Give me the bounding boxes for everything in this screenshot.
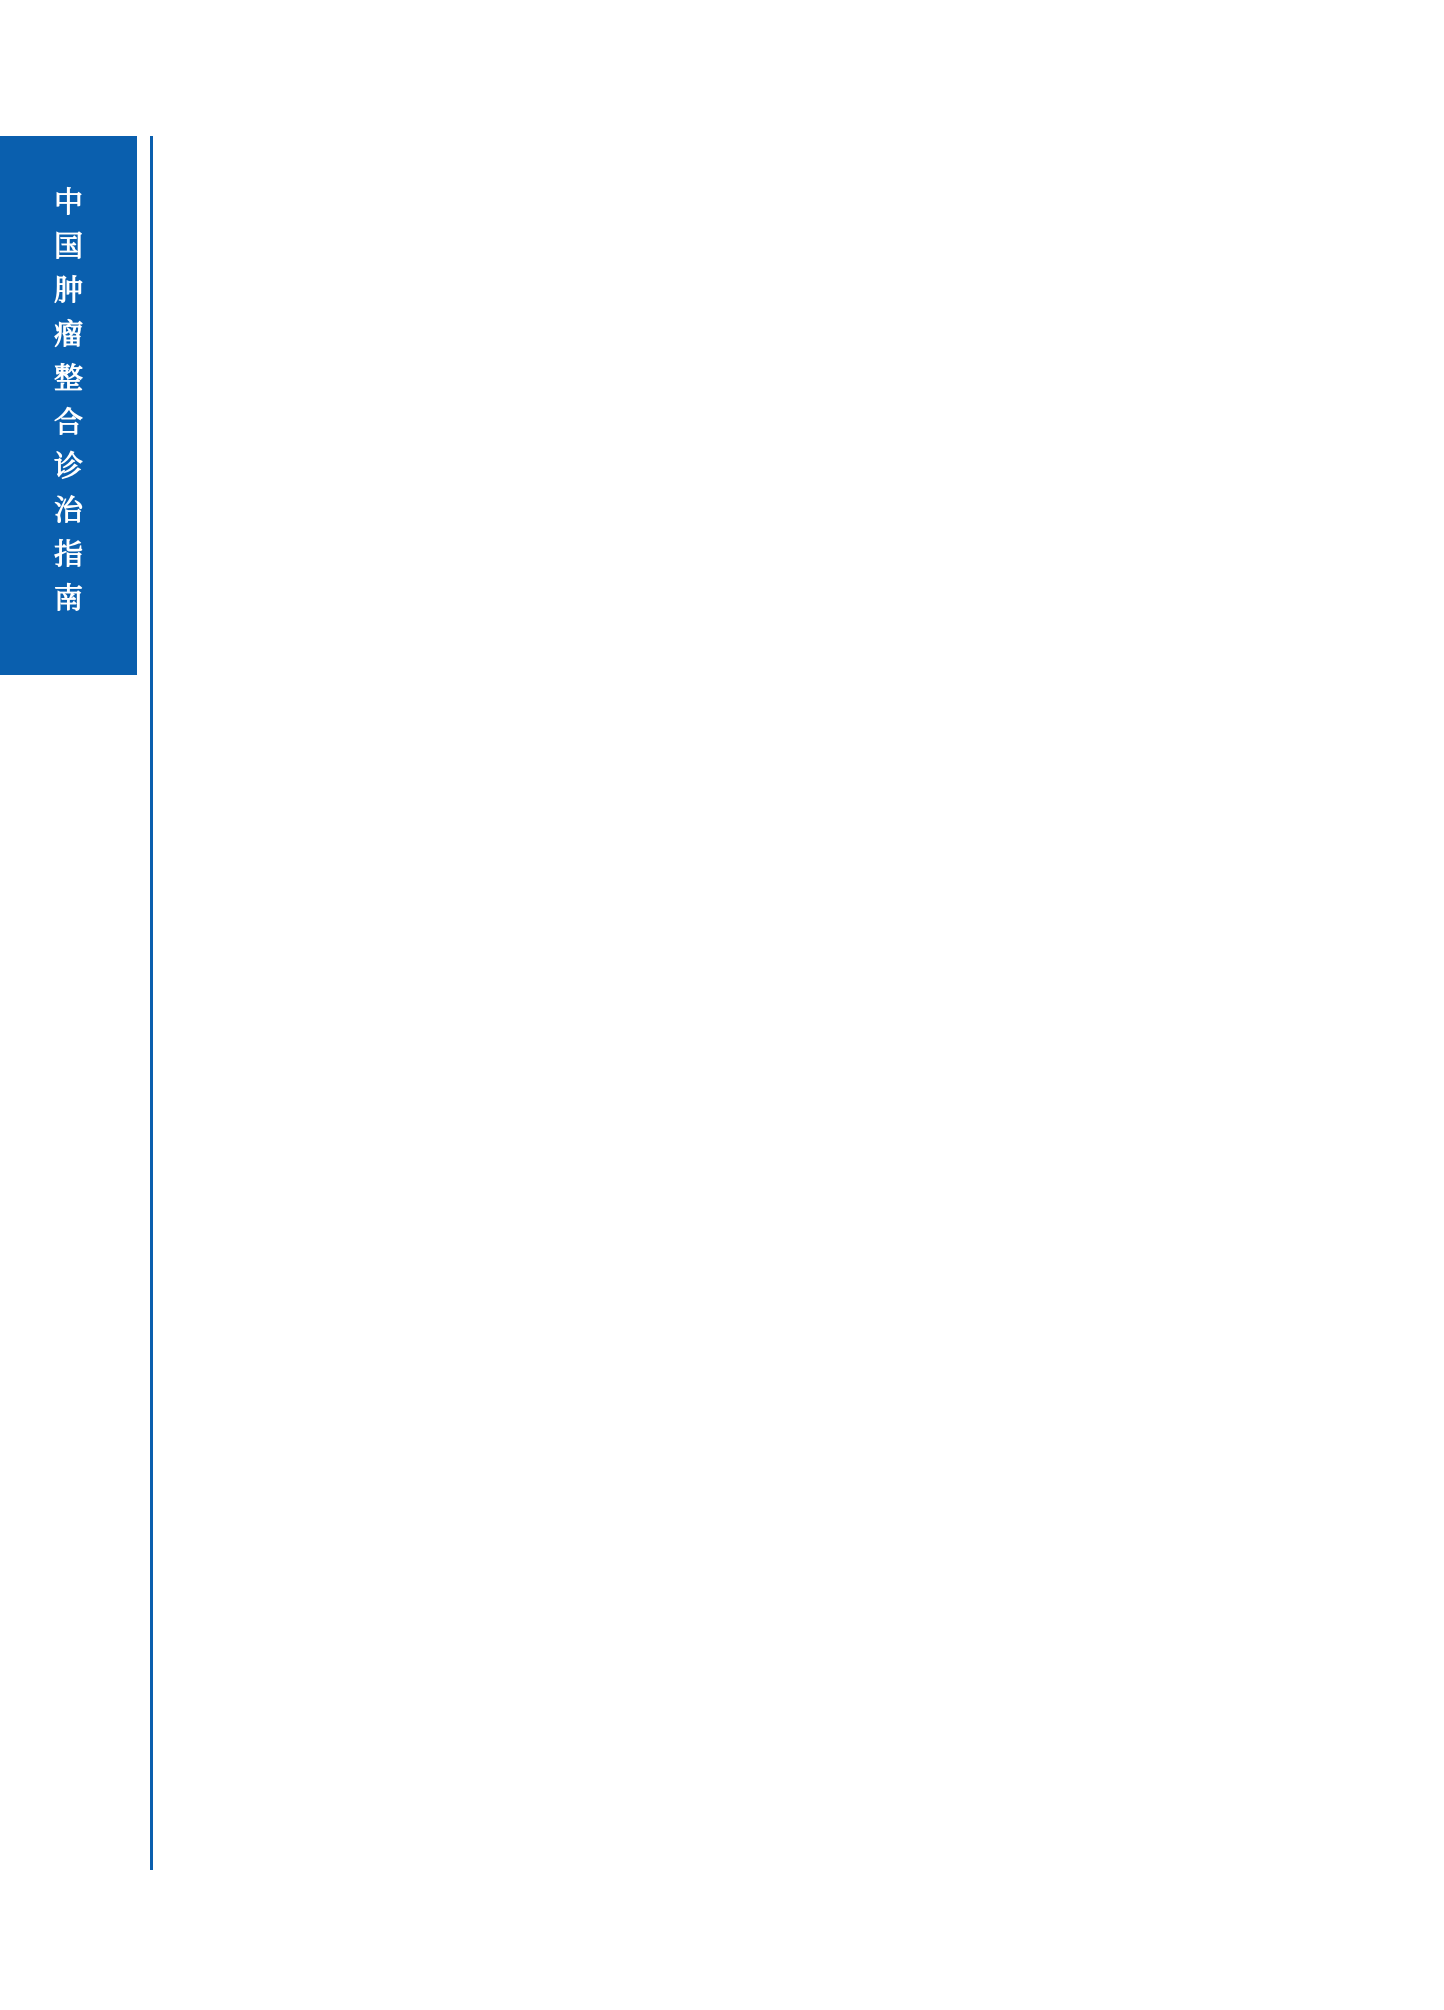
side-rule xyxy=(150,136,153,1870)
book-side-title: 中 国 肿 瘤 整 合 诊 治 指 南 xyxy=(53,185,83,615)
